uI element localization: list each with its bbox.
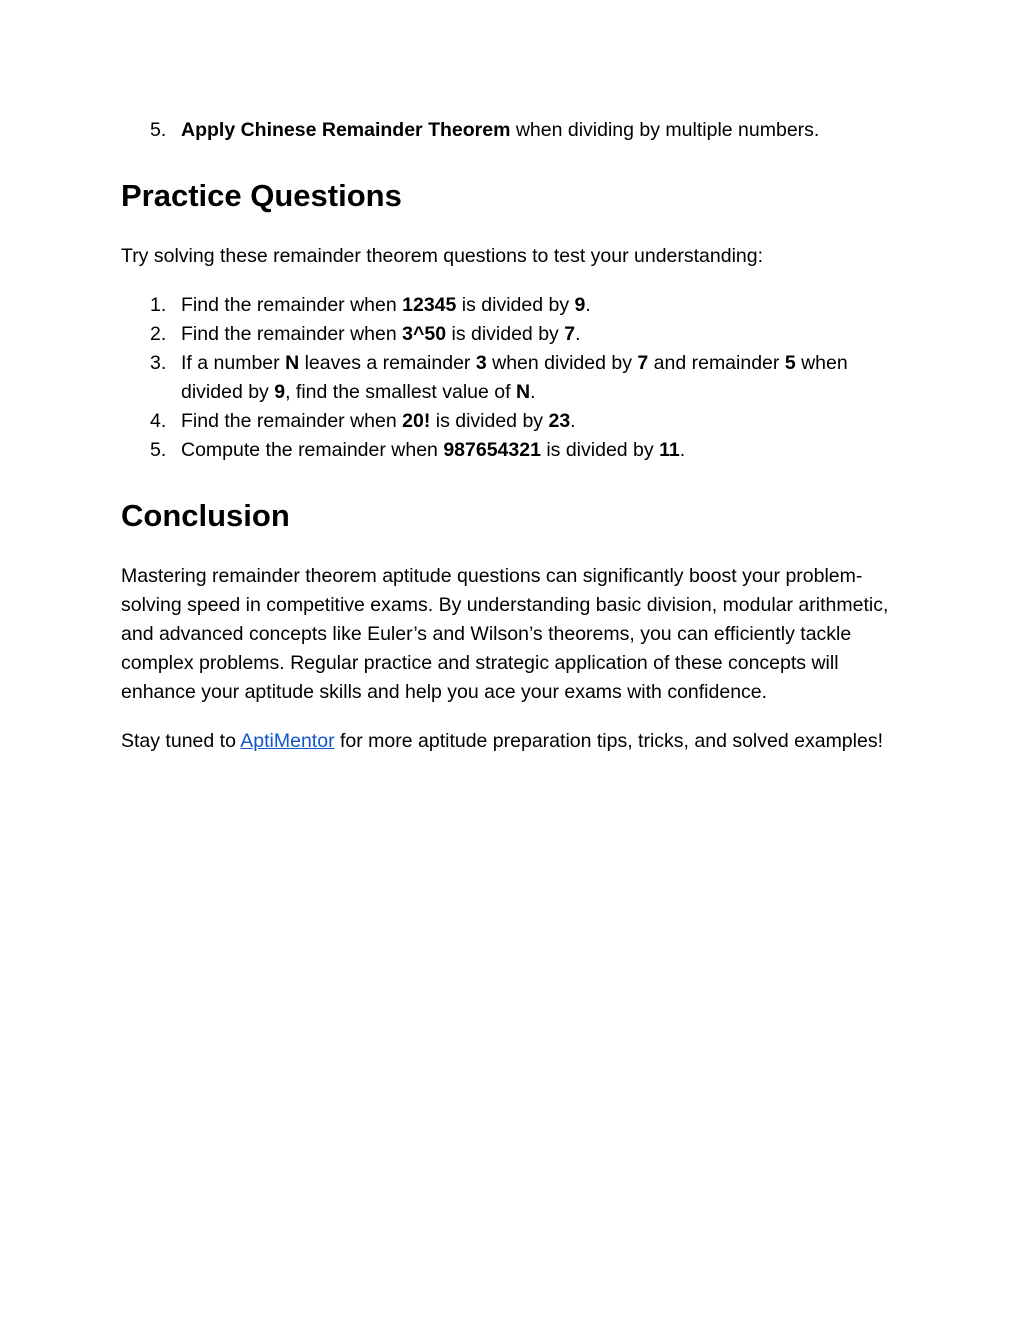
conclusion-heading: Conclusion <box>121 498 290 533</box>
practice-intro-paragraph: Try solving these remainder theorem questions to test your understanding: <box>121 245 764 267</box>
list-item-number: 5. <box>150 119 167 141</box>
question-text: , find the smallest value of <box>285 381 516 403</box>
question-value: 11 <box>659 439 680 461</box>
aptimentor-link[interactable]: AptiMentor <box>240 730 335 752</box>
question-text: and remainder <box>648 352 785 374</box>
question-value: 9 <box>274 381 286 403</box>
practice-questions-heading: Practice Questions <box>121 178 402 213</box>
question-text: . <box>575 323 581 345</box>
question-text: Find the remainder when <box>181 323 403 345</box>
question-text: is divided by <box>456 294 575 316</box>
conclusion-paragraph: Mastering remainder theorem aptitude questions can significantly boost your problem-solving speed in competitive exams. By understanding basic division, modular arithmetic, and advanced concepts like Euler’s and Wilson’s theorems, you can efficiently tackle complex problems. Regular practice and strategic application of these concepts will enhance your aptitude skills and help you ace your exams with confidence. <box>121 565 889 703</box>
question-item <box>121 320 901 349</box>
question-text: is divided by <box>540 439 660 461</box>
question-text: Find the remainder when <box>181 294 403 316</box>
question-value: 3 <box>475 352 487 374</box>
question-value: N <box>285 352 300 374</box>
question-text: is divided by <box>430 410 549 432</box>
question-number: 2. <box>150 323 167 345</box>
question-text: . <box>570 410 576 432</box>
question-value: N <box>515 381 531 403</box>
practice-questions-list <box>121 291 901 465</box>
question-value: 3^50 <box>402 323 447 345</box>
question-text: . <box>585 294 591 316</box>
question-item <box>121 291 901 320</box>
prior-list <box>121 116 901 145</box>
question-value: 5 <box>784 352 796 374</box>
question-text: Compute the remainder when <box>181 439 444 461</box>
question-number: 1. <box>150 294 167 316</box>
question-text: . <box>679 439 686 461</box>
question-text: is divided by <box>446 323 565 345</box>
question-value: 7 <box>637 352 649 374</box>
question-item <box>121 349 901 407</box>
stay-tuned-prefix: Stay tuned to <box>121 730 241 752</box>
stay-tuned-suffix: for more aptitude preparation tips, tricks, and solved examples! <box>334 730 883 752</box>
question-text: Find the remainder when <box>181 410 403 432</box>
question-value: 12345 <box>402 294 457 316</box>
stay-tuned-paragraph <box>121 727 901 756</box>
question-item <box>121 407 901 436</box>
question-item <box>121 436 901 465</box>
question-text: when divided by <box>181 352 848 403</box>
question-value: 987654321 <box>443 439 541 461</box>
list-item-bold-text: Apply Chinese Remainder Theorem <box>181 119 511 141</box>
question-value: 7 <box>564 323 576 345</box>
question-value: 23 <box>548 410 571 432</box>
question-number: 5. <box>150 439 167 461</box>
question-text: when divided by <box>486 352 638 374</box>
question-text: leaves a remainder <box>299 352 476 374</box>
question-number: 3. <box>150 352 167 374</box>
question-number: 4. <box>150 410 167 432</box>
question-value: 20! <box>402 410 431 432</box>
question-text: . <box>530 381 536 403</box>
document-content <box>121 116 901 756</box>
list-item <box>121 116 901 145</box>
question-value: 9 <box>574 294 586 316</box>
list-item-text: when dividing by multiple numbers. <box>510 119 820 141</box>
question-text: If a number <box>181 352 286 374</box>
